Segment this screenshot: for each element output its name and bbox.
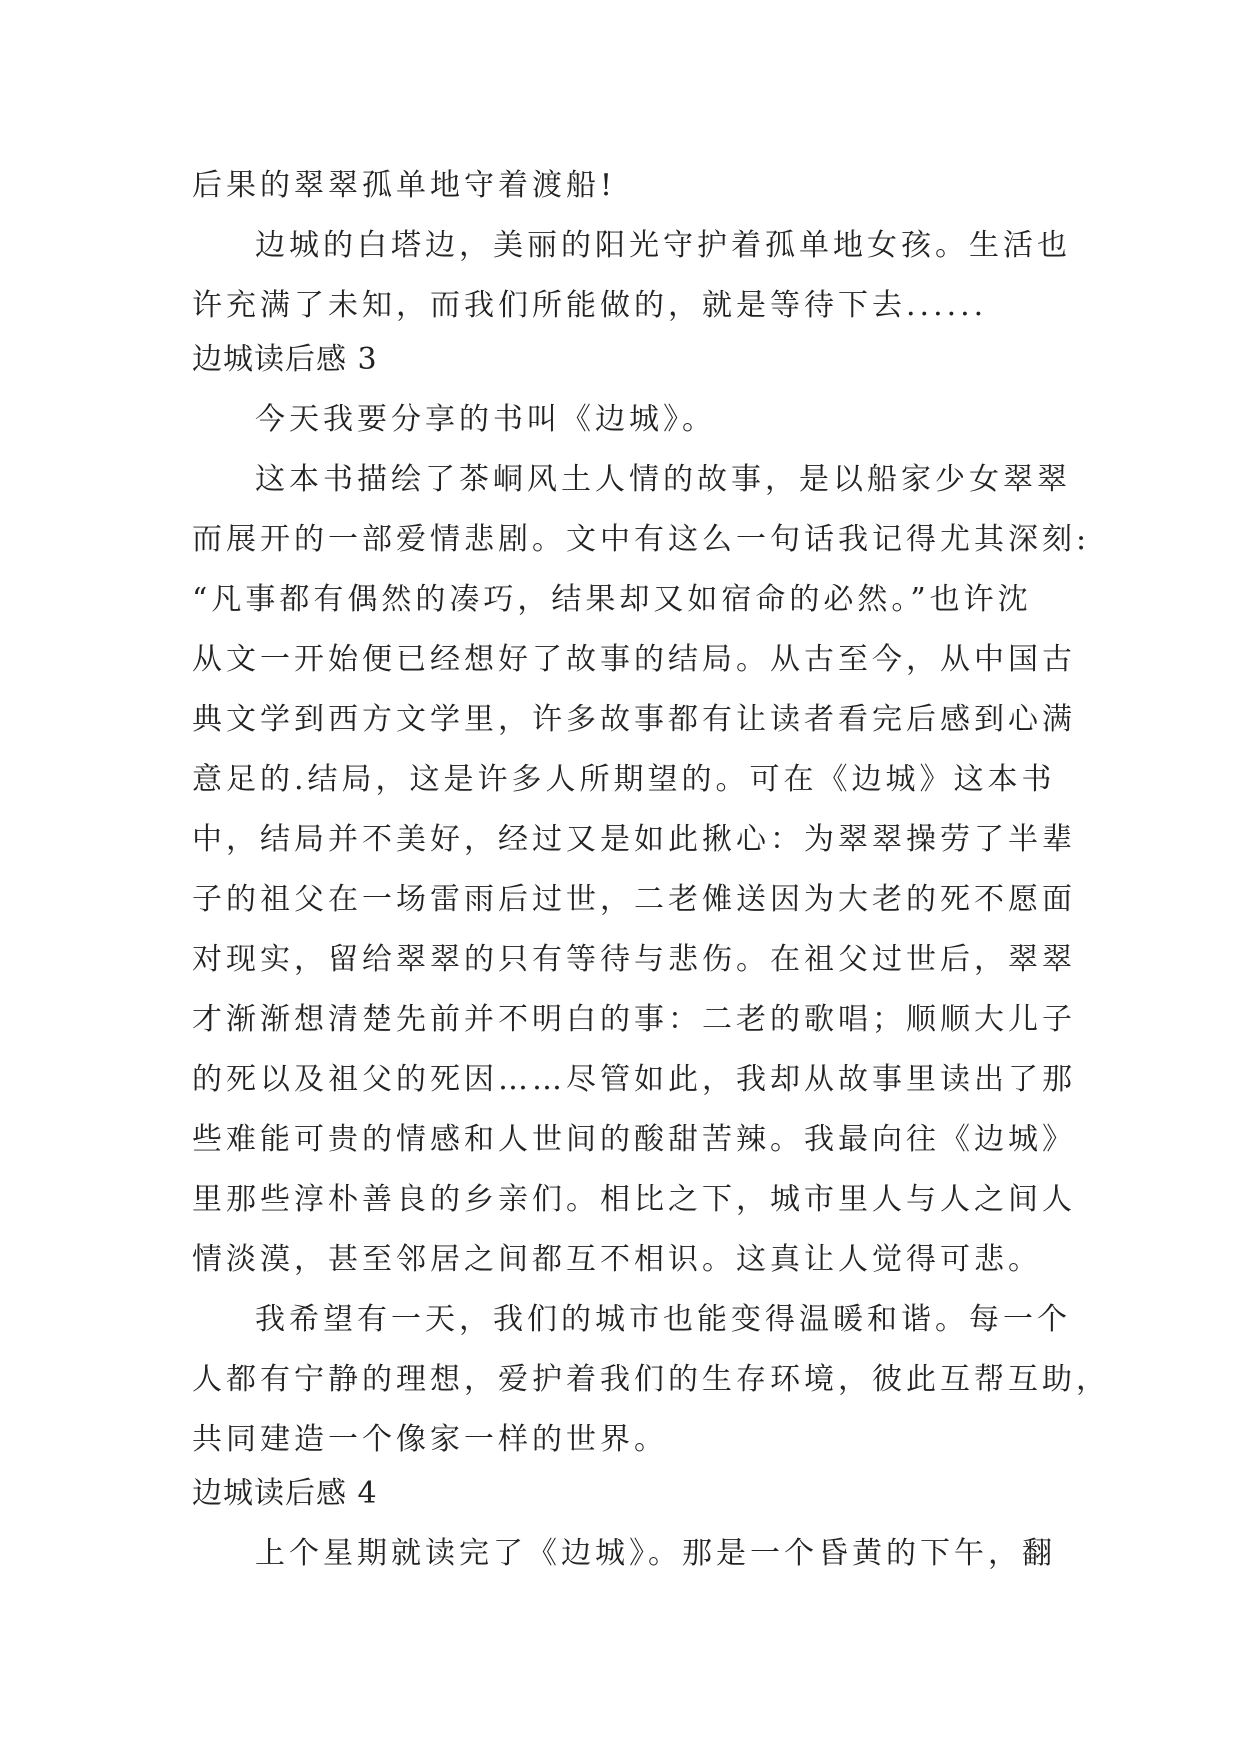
paragraph-line: 典文学到西方文学里，许多故事都有让读者看完后感到心满 xyxy=(192,702,1076,737)
paragraph-line: 我希望有一天，我们的城市也能变得温暖和谐。每一个 xyxy=(255,1302,1071,1337)
paragraph-line: 从文一开始便已经想好了故事的结局。从古至今，从中国古 xyxy=(192,642,1076,677)
paragraph-line: 的死以及祖父的死因……尽管如此，我却从故事里读出了那 xyxy=(192,1062,1076,1097)
paragraph-line: 这本书描绘了茶峒风土人情的故事，是以船家少女翠翠 xyxy=(255,462,1071,497)
paragraph-line: 后果的翠翠孤单地守着渡船! xyxy=(192,168,617,203)
paragraph-line: 意足的.结局，这是许多人所期望的。可在《边城》这本书 xyxy=(192,762,1056,797)
paragraph-line: 人都有宁静的理想，爱护着我们的生存环境，彼此互帮互助， xyxy=(192,1362,1110,1397)
paragraph-line: 边城的白塔边，美丽的阳光守护着孤单地女孩。生活也 xyxy=(255,228,1071,263)
paragraph-line: 今天我要分享的书叫《边城》。 xyxy=(255,402,716,437)
paragraph-line: 中，结局并不美好，经过又是如此揪心：为翠翠操劳了半辈 xyxy=(192,822,1076,857)
section-heading: 边城读后感 4 xyxy=(192,1476,378,1511)
paragraph-line: 才渐渐想清楚先前并不明白的事：二老的歌唱；顺顺大儿子 xyxy=(192,1002,1076,1037)
paragraph-line: 对现实，留给翠翠的只有等待与悲伤。在祖父过世后，翠翠 xyxy=(192,942,1076,977)
paragraph-line: 里那些淳朴善良的乡亲们。相比之下，城市里人与人之间人 xyxy=(192,1182,1076,1217)
paragraph-line: 共同建造一个像家一样的世界。 xyxy=(192,1422,668,1457)
paragraph-line: 而展开的一部爱情悲剧。文中有这么一句话我记得尤其深刻: xyxy=(192,522,1091,557)
paragraph-line: 上个星期就读完了《边城》。那是一个昏黄的下午，翻 xyxy=(255,1536,1056,1571)
paragraph-line: 些难能可贵的情感和人世间的酸甜苦辣。我最向往《边城》 xyxy=(192,1122,1076,1157)
paragraph-line: 许充满了未知，而我们所能做的，就是等待下去...... xyxy=(192,288,988,323)
paragraph-line: 情淡漠，甚至邻居之间都互不相识。这真让人觉得可悲。 xyxy=(192,1242,1042,1277)
paragraph-line: 子的祖父在一场雷雨后过世，二老傩送因为大老的死不愿面 xyxy=(192,882,1076,917)
section-heading: 边城读后感 3 xyxy=(192,342,378,377)
paragraph-line: “凡事都有偶然的凑巧，结果却又如宿命的必然。”也许沈 xyxy=(192,582,1032,617)
